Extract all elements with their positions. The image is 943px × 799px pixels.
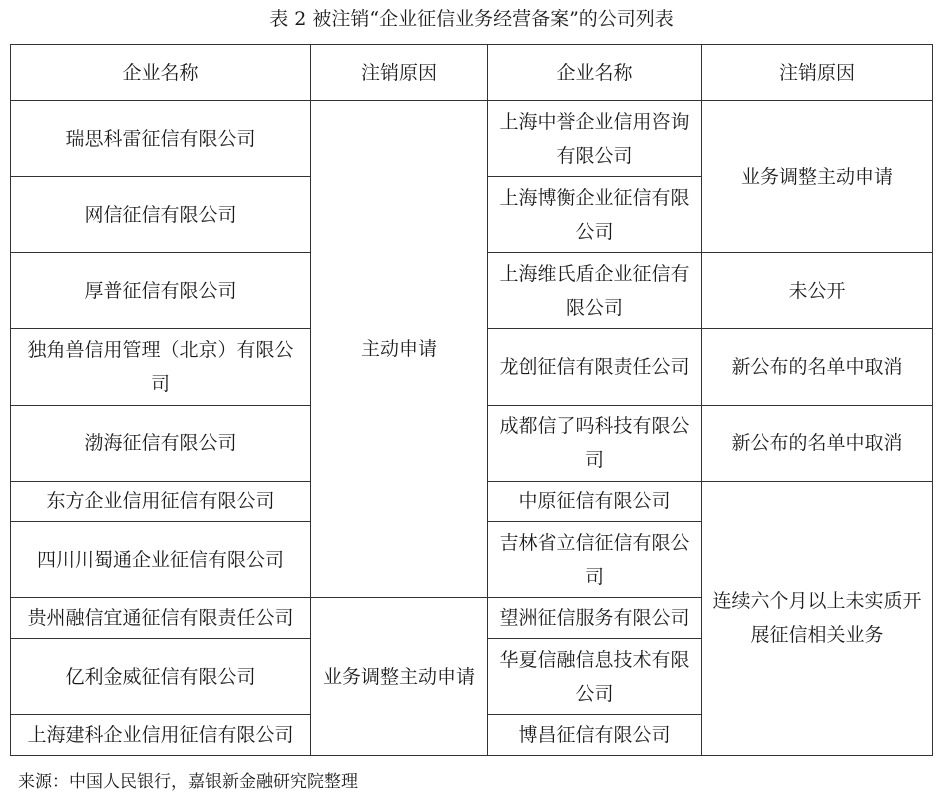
company-name-cell: 网信征信有限公司 xyxy=(11,177,311,253)
company-name-cell: 瑞思科雷征信有限公司 xyxy=(11,101,311,177)
company-name-cell: 华夏信融信息技术有限公司 xyxy=(488,639,702,715)
company-name-cell: 贵州融信宜通征信有限责任公司 xyxy=(11,598,311,639)
source-note: 来源：中国人民银行，嘉银新金融研究院整理 xyxy=(18,772,358,792)
company-name-cell: 望洲征信服务有限公司 xyxy=(488,598,702,639)
company-name-cell: 中原征信有限公司 xyxy=(488,481,702,522)
company-name-cell: 上海博衡企业征信有限公司 xyxy=(488,177,702,253)
company-name-cell: 四川川蜀通企业征信有限公司 xyxy=(11,522,311,598)
header-reason: 注销原因 xyxy=(702,45,933,101)
company-name-cell: 独角兽信用管理（北京）有限公司 xyxy=(11,329,311,405)
company-name-cell: 渤海征信有限公司 xyxy=(11,405,311,481)
header-company-name: 企业名称 xyxy=(488,45,702,101)
reason-cell: 连续六个月以上未实质开展征信相关业务 xyxy=(702,481,933,755)
company-name-cell: 东方企业信用征信有限公司 xyxy=(11,481,311,522)
table-row xyxy=(11,101,933,177)
company-name-cell: 亿利金威征信有限公司 xyxy=(11,639,311,715)
reason-cell: 业务调整主动申请 xyxy=(702,101,933,253)
company-name-cell: 厚普征信有限公司 xyxy=(11,253,311,329)
header-company-name: 企业名称 xyxy=(11,45,311,101)
reason-cell: 主动申请 xyxy=(311,101,488,598)
company-name-cell: 成都信了吗科技有限公司 xyxy=(488,405,702,481)
company-name-cell: 上海中誉企业信用咨询有限公司 xyxy=(488,101,702,177)
table-caption: 表 2 被注销“企业征信业务经营备案”的公司列表 xyxy=(269,8,674,30)
company-name-cell: 吉林省立信征信有限公司 xyxy=(488,522,702,598)
reason-cell: 未公开 xyxy=(702,253,933,329)
company-name-cell: 龙创征信有限责任公司 xyxy=(488,329,702,405)
reason-cell: 新公布的名单中取消 xyxy=(702,405,933,481)
deregistered-companies-table xyxy=(10,44,933,756)
reason-cell: 业务调整主动申请 xyxy=(311,598,488,756)
header-row xyxy=(11,45,933,101)
reason-cell: 新公布的名单中取消 xyxy=(702,329,933,405)
company-name-cell: 上海建科企业信用征信有限公司 xyxy=(11,715,311,756)
company-name-cell: 博昌征信有限公司 xyxy=(488,715,702,756)
header-reason: 注销原因 xyxy=(311,45,488,101)
company-name-cell: 上海维氏盾企业征信有限公司 xyxy=(488,253,702,329)
